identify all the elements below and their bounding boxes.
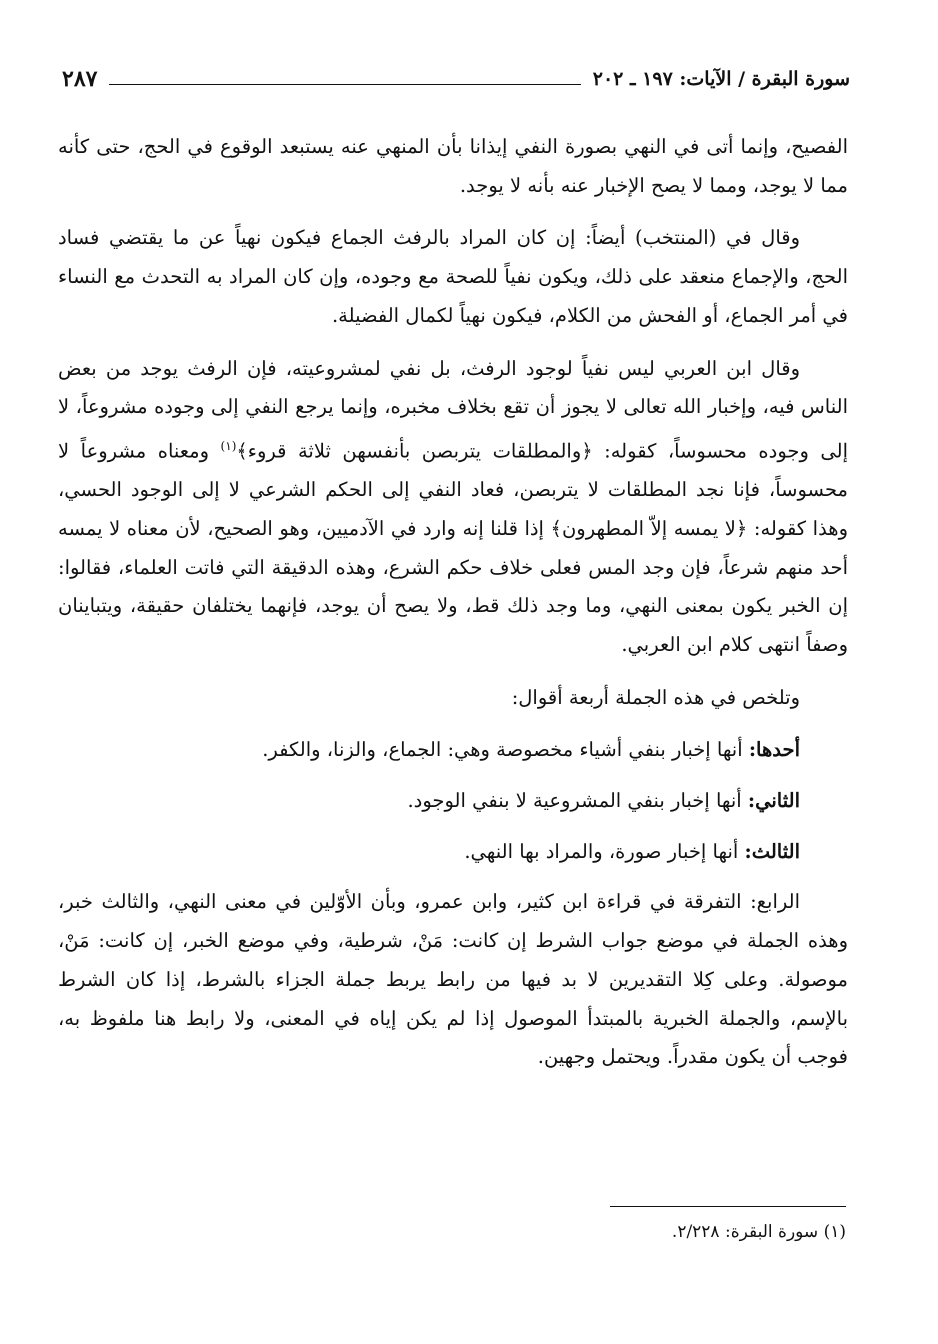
- list-item-1: [58, 731, 848, 770]
- list-item-2: [58, 782, 848, 821]
- list-item-text: أنها إخبار صورة، والمراد بها النهي.: [464, 839, 745, 863]
- header-rule: [109, 84, 580, 85]
- footnote: (١) سورة البقرة: ٢/٢٢٨.: [671, 1222, 846, 1242]
- list-item-label: الثالث:: [744, 839, 800, 863]
- paragraph-3-part-a: وقال ابن العربي ليس نفياً لوجود الرفث، بل نفي لمشروعيته، فإن الرفث يوجد من بعض الناس فيه، وإخبار الله تعالى لا يجوز أن تقع بخلاف مخبره، وإنما يرجع النفي إلى وجوده مشروعاً، لا إلى وجوده محسوساً، كقوله: ﴿والمطلقات يتربصن بأنفسهن ثلاثة قروء﴾: [58, 356, 848, 463]
- paragraph-5: الرابع: التفرقة في قراءة ابن كثير، وابن عمرو، وبأن الأوّلين في معنى النهي، والثالث خبر، وهذه الجملة في موضع جواب الشرط إن كانت: مَنْ، شرطية، وفي موضع الخبر، إن كانت: مَنْ، موصولة. وعلى كِلا التقديرين لا بد فيها من رابط يربط جملة الجزاء بالشرط، إذا كان الشرط بالإسم، والجملة الخبرية بالمبتدأ الموصول إذا لم يكن إياه في المعنى، ولا رابط هنا ملفوظ به، فوجب أن يكون مقدراً. ويحتمل وجهين.: [58, 890, 848, 1069]
- list-item-text: أنها إخبار بنفي أشياء مخصوصة وهي: الجماع، والزنا، والكفر.: [262, 738, 749, 762]
- paragraph-3-part-b: ومعناه مشروعاً لا محسوساً، فإنا نجد المطلقات لا يتربصن، فعاد النفي إلى الحكم الشرعي لا إلى الوجود الحسي، وهذا كقوله: ﴿لا يمسه إلاّ المطهرون﴾ إذا قلنا إنه وارد في الآدميين، وهو الصحيح، لأن معناه لا يمسه أحد منهم شرعاً، فإن وجد المس فعلى خلاف حكم الشرع، وهذه الدقيقة التي فاتت العلماء، فقالوا: إن الخبر يكون بمعنى النهي، وما وجد ذلك قط، ولا يصح أن يوجد، فإنهما يختلفان حقيقة، ويتباينان وصفاً انتهى كلام ابن العربي.: [58, 439, 848, 656]
- list-item-label: الثاني:: [747, 789, 800, 813]
- paragraph-2: وقال في (المنتخب) أيضاً: إن كان المراد بالرفث الجماع فيكون نهياً عن ما يقتضي فساد الحج، والإجماع منعقد على ذلك، ويكون نفياً للصحة مع وجوده، وإن كان المراد به التحدث مع النساء في أمر الجماع، أو الفحش من الكلام، فيكون نهياً لكمال الفضيلة.: [58, 226, 848, 327]
- header-title: سورة البقرة / الآيات: ١٩٧ ـ ٢٠٢: [592, 68, 850, 90]
- paragraph-1: الفصيح، وإنما أتى في النهي بصورة النفي إيذانا بأن المنهي عنه يستبعد الوقوع في الحج، حتى كأنه مما لا يوجد، ومما لا يصح الإخبار عنه بأنه لا يوجد.: [58, 135, 848, 197]
- page-number: ٢٨٧: [62, 66, 98, 92]
- list-item-text: أنها إخبار بنفي المشروعية لا بنفي الوجود.: [407, 789, 748, 813]
- footnote-reference: (١): [220, 438, 237, 453]
- paragraph-4: وتلخص في هذه الجملة أربعة أقوال:: [511, 685, 800, 709]
- list-item-3: [58, 833, 848, 872]
- running-header: [62, 62, 850, 96]
- footnote-rule: [610, 1206, 846, 1207]
- paragraph-3: [58, 350, 848, 665]
- list-item-label: أحدها:: [748, 738, 800, 762]
- body-text: [58, 128, 848, 1091]
